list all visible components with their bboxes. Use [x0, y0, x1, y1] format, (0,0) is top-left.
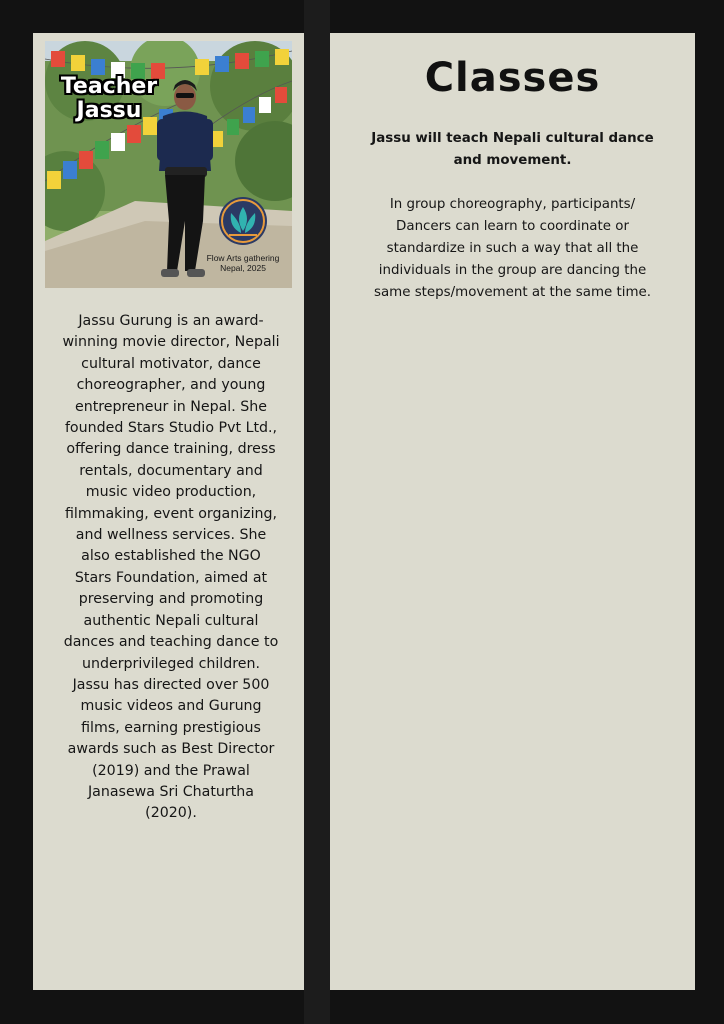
- classes-intro-line: Jassu will teach Nepali cultural dance: [371, 131, 654, 146]
- bio-line: founded Stars Studio Pvt Ltd.,: [64, 420, 278, 437]
- bio-line: (2020).: [145, 805, 197, 822]
- bio-line: films, earning prestigious: [81, 719, 261, 736]
- bio-line: also established the NGO: [81, 548, 261, 565]
- bio-line: choreographer, and young: [76, 377, 266, 394]
- bio-line: music videos and Gurung: [80, 698, 262, 715]
- classes-body-line: Dancers can learn to coordinate or: [396, 219, 629, 234]
- classes-body-line: same steps/movement at the same time.: [373, 285, 652, 300]
- photo-title-line2: Jassu: [76, 98, 142, 123]
- teacher-bio: [51, 311, 291, 825]
- photo-title-line1: Teacher: [60, 74, 158, 99]
- bio-line: Jassu Gurung is an award-: [78, 313, 264, 329]
- bio-line: preserving and promoting: [78, 591, 264, 608]
- classes-body-line: standardize in such a way that all the: [386, 241, 639, 256]
- center-fold: [304, 0, 330, 1024]
- bio-line: cultural motivator, dance: [81, 355, 261, 372]
- classes-description: [340, 128, 685, 304]
- classes-body-line: individuals in the group are dancing the: [378, 263, 647, 278]
- classes-intro-line: and movement.: [453, 153, 572, 168]
- teacher-panel: [33, 33, 304, 990]
- classes-heading: Classes: [424, 55, 601, 101]
- photo-caption-line1: Flow Arts gathering: [206, 253, 280, 263]
- bio-line: authentic Nepali cultural: [83, 612, 259, 629]
- bio-line: Janasewa Sri Chaturtha: [87, 783, 254, 800]
- bio-line: awards such as Best Director: [67, 741, 275, 758]
- classes-body-line: In group choreography, participants/: [389, 197, 636, 212]
- photo-title: [55, 75, 163, 123]
- bio-line: dances and teaching dance to: [63, 634, 279, 651]
- bio-line: filmmaking, event organizing,: [64, 505, 278, 522]
- bio-line: offering dance training, dress: [66, 441, 276, 458]
- bio-line: music video production,: [85, 484, 257, 501]
- bio-line: rentals, documentary and: [79, 462, 263, 479]
- bio-line: (2019) and the Prawal: [92, 762, 250, 779]
- teacher-photo: [45, 41, 292, 288]
- classes-panel: [330, 33, 695, 990]
- photo-caption-line2: Nepal, 2025: [220, 263, 266, 273]
- bio-line: winning movie director, Nepali: [62, 334, 280, 351]
- bio-line: Jassu has directed over 500: [72, 676, 270, 693]
- lotus-emblem-icon: [219, 197, 267, 245]
- paragraph-gap: [340, 172, 685, 194]
- bio-line: and wellness services. She: [75, 527, 267, 544]
- bio-line: Stars Foundation, aimed at: [74, 569, 268, 586]
- photo-caption: [195, 253, 291, 273]
- bio-line: entrepreneur in Nepal. She: [74, 398, 267, 415]
- bio-line: underprivileged children.: [81, 655, 261, 672]
